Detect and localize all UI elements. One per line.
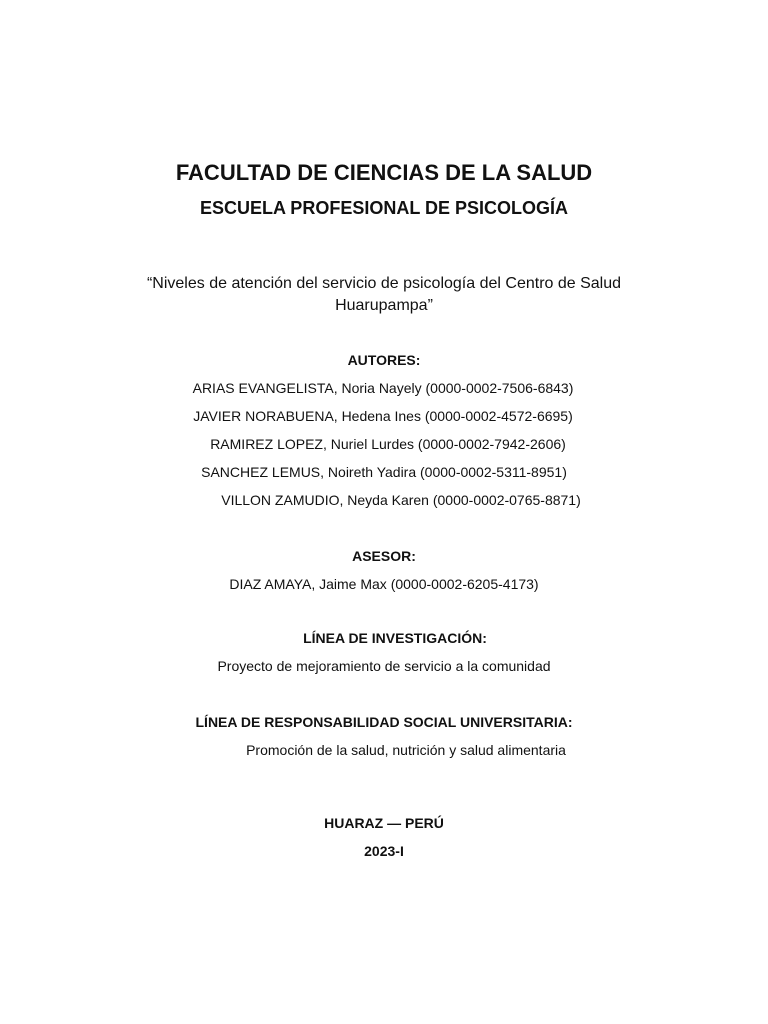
social-line-value: Promoción de la salud, nutrición y salud alimentaria (246, 742, 566, 758)
author-1: ARIAS EVANGELISTA, Noria Nayely (0000-0002-7506-6843) (192, 380, 574, 396)
faculty-heading: FACULTAD DE CIENCIAS DE LA SALUD (175, 160, 593, 185)
author-4: SANCHEZ LEMUS, Noireth Yadira (0000-0002-5311-8951) (201, 464, 567, 480)
year: 2023-I (364, 843, 404, 859)
research-line-label: LÍNEA DE INVESTIGACIÓN: (303, 630, 487, 646)
school-heading: ESCUELA PROFESIONAL DE PSICOLOGÍA (199, 198, 569, 218)
location: HUARAZ — PERÚ (324, 815, 444, 831)
thesis-title-line-1: “Niveles de atención del servicio de psicología del Centro de Salud (146, 275, 622, 292)
social-line-label: LÍNEA DE RESPONSABILIDAD SOCIAL UNIVERSITARIA: (195, 714, 573, 730)
authors-label: AUTORES: (347, 352, 421, 368)
thesis-title-line-2: Huarupampa” (335, 297, 433, 314)
advisor-name: DIAZ AMAYA, Jaime Max (0000-0002-6205-4173) (229, 576, 539, 592)
author-3: RAMIREZ LOPEZ, Nuriel Lurdes (0000-0002-7942-2606) (210, 436, 566, 452)
advisor-label: ASESOR: (352, 548, 416, 564)
author-5: VILLON ZAMUDIO, Neyda Karen (0000-0002-0765-8871) (221, 492, 581, 508)
author-2: JAVIER NORABUENA, Hedena Ines (0000-0002-4572-6695) (193, 408, 573, 424)
research-line-value: Proyecto de mejoramiento de servicio a la comunidad (217, 658, 551, 674)
